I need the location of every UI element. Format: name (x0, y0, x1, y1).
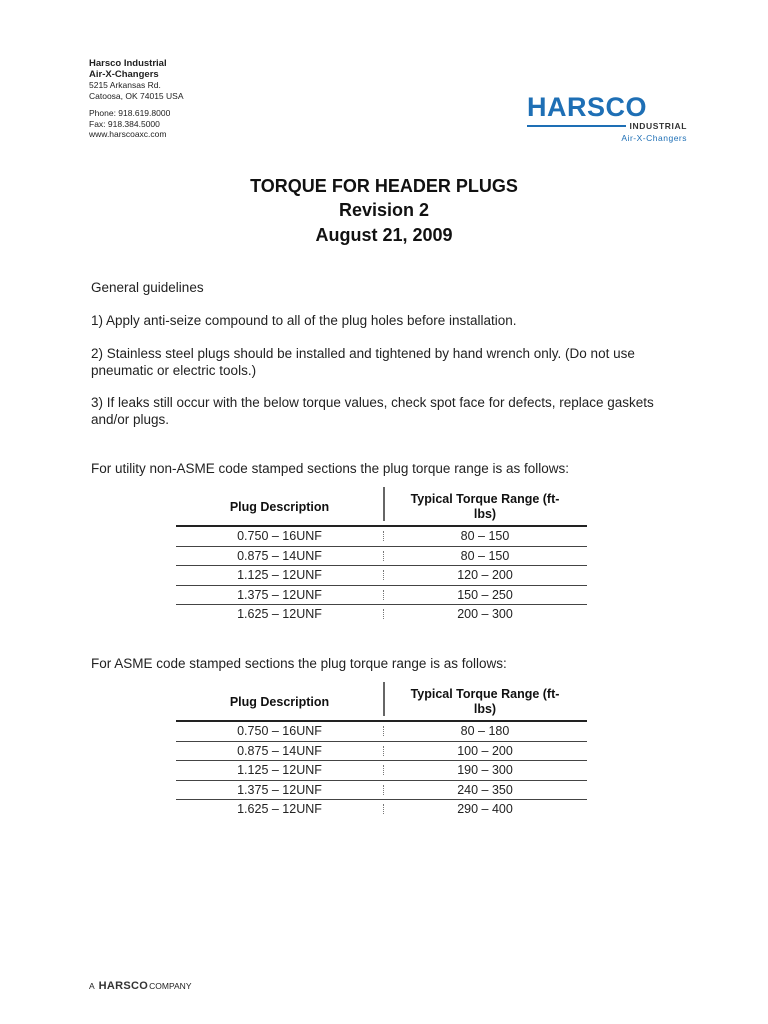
guideline-item-2: 2) Stainless steel plugs should be installed and tightened by hand wrench only. (Do not use pneumatic or electric tools.) (91, 346, 635, 378)
footer-prefix: A (89, 981, 95, 991)
table-row (176, 566, 587, 586)
table-header (176, 489, 587, 525)
torque-cell: 80 – 150 (460, 548, 510, 563)
plug-cell: 1.625 – 12UNF (237, 802, 322, 816)
torque-cell: 290 – 400 (457, 802, 513, 816)
column-header-torque: Typical Torque Range (ft-lbs) (410, 492, 560, 521)
table-row (176, 761, 587, 781)
table-header (176, 684, 587, 720)
torque-cell: 80 – 150 (460, 529, 510, 543)
column-header-plug: Plug Description (229, 694, 330, 709)
footer-suffix: COMPANY (149, 981, 192, 991)
document-title: TORQUE FOR HEADER PLUGS (250, 176, 518, 196)
plug-cell: 0.750 – 16UNF (237, 529, 322, 543)
table-row (176, 742, 587, 762)
footer-brand: HARSCO (98, 980, 149, 992)
company-address-block (89, 59, 184, 140)
logo-rule (527, 125, 626, 127)
guidelines-heading: General guidelines (91, 280, 204, 295)
table-row (176, 722, 587, 742)
torque-table-asme (176, 684, 587, 819)
table-row (176, 586, 587, 606)
torque-cell: 190 – 300 (457, 763, 513, 777)
plug-cell: 0.875 – 14UNF (237, 548, 322, 563)
column-header-plug: Plug Description (229, 499, 330, 514)
column-header-torque: Typical Torque Range (ft-lbs) (410, 687, 560, 716)
table2-intro: For ASME code stamped sections the plug torque range is as follows: (91, 656, 507, 671)
table-row (176, 547, 587, 567)
table-row (176, 781, 587, 801)
plug-cell: 1.125 – 12UNF (237, 763, 322, 777)
fax-number: Fax: 918.384.5000 (89, 118, 160, 129)
plug-cell: 0.750 – 16UNF (237, 724, 322, 738)
logo-industrial: INDUSTRIAL (629, 121, 687, 131)
logo-wordmark: HARSCO (527, 92, 648, 122)
torque-cell: 100 – 200 (457, 743, 513, 758)
plug-cell: 1.625 – 12UNF (237, 607, 322, 621)
torque-cell: 200 – 300 (457, 607, 513, 621)
guideline-item-1: 1) Apply anti-seize compound to all of the plug holes before installation. (91, 313, 517, 328)
torque-cell: 80 – 180 (460, 724, 510, 738)
plug-cell: 1.375 – 12UNF (237, 782, 322, 797)
logo-subtitle: Air-X-Changers (621, 133, 687, 143)
document-revision: Revision 2 (338, 200, 430, 220)
table-row (176, 605, 587, 624)
harsco-logo (527, 94, 687, 143)
torque-cell: 150 – 250 (457, 587, 513, 602)
document-date: August 21, 2009 (315, 225, 453, 245)
street-address: 5215 Arkansas Rd. (89, 80, 161, 90)
table1-intro: For utility non-ASME code stamped sections the plug torque range is as follows: (91, 461, 569, 476)
city-address: Catoosa, OK 74015 USA (89, 90, 184, 101)
guideline-item-3: 3) If leaks still occur with the below torque values, check spot face for defects, replace gaskets and/or plugs. (91, 395, 654, 427)
company-name: Harsco Industrial (89, 58, 167, 69)
torque-cell: 120 – 200 (457, 568, 513, 582)
page-footer (89, 980, 192, 992)
company-division: Air-X-Changers (89, 68, 159, 80)
website-link[interactable]: www.harscoaxc.com (89, 129, 167, 139)
torque-table-non-asme (176, 489, 587, 624)
plug-cell: 0.875 – 14UNF (237, 743, 322, 758)
phone-number: Phone: 918.619.8000 (89, 108, 171, 118)
table-row (176, 800, 587, 819)
plug-cell: 1.375 – 12UNF (237, 587, 322, 602)
torque-cell: 240 – 350 (457, 782, 513, 797)
plug-cell: 1.125 – 12UNF (237, 568, 322, 582)
table-row (176, 527, 587, 547)
